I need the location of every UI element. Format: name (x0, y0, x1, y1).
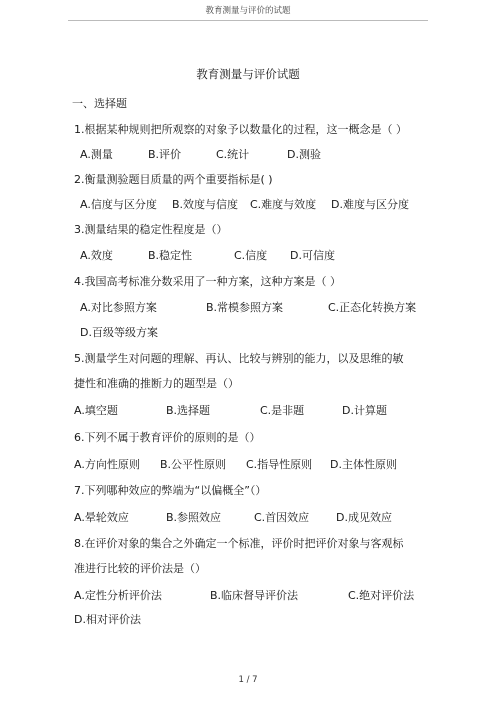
option-d: D.成见效应 (336, 511, 392, 524)
question-4-option-d: D.百级等级方案 (80, 326, 158, 339)
option-c: C.指导性原则 (246, 458, 313, 471)
option-b: B.评价 (148, 148, 182, 161)
option-b: B.参照效应 (166, 511, 222, 524)
option-c: C.难度与效度 (250, 198, 317, 211)
option-c: C.绝对评价法 (348, 589, 415, 602)
option-b: B.选择题 (166, 404, 211, 417)
option-a: A.对比参照方案 (80, 301, 157, 314)
page-header: 教育测量与评价的试题 (205, 6, 291, 16)
option-a: A.填空题 (74, 404, 118, 417)
option-c: C.是非题 (260, 404, 305, 417)
section-heading: 一、选择题 (72, 97, 127, 110)
option-a: A.测量 (80, 148, 113, 161)
page-number: 1 / 7 (238, 675, 258, 685)
question-8-stem-line-1: 8.在评价对象的集合之外确定一个标准，评价时把评价对象与客观标 (74, 537, 404, 550)
option-b: B.效度与信度 (172, 198, 239, 211)
option-a: A.方向性原则 (74, 458, 140, 471)
option-c: C.首因效应 (254, 511, 310, 524)
document-title: 教育测量与评价试题 (196, 67, 300, 81)
option-d: D.难度与区分度 (331, 198, 409, 211)
option-b: B.常模参照方案 (206, 301, 284, 314)
question-3-stem: 3.测量结果的稳定性程度是（） (74, 223, 228, 236)
question-7-stem: 7.下列哪种效应的弊端为“以偏概全”（） (74, 484, 267, 497)
question-8-stem-line-2: 准进行比较的评价法是（） (74, 562, 206, 575)
option-b: B.公平性原则 (160, 458, 227, 471)
option-a: A.信度与区分度 (80, 198, 157, 211)
option-d: D.主体性原则 (330, 458, 397, 471)
option-c: C.统计 (216, 148, 250, 161)
question-5-stem-line-1: 5.测量学生对问题的理解、再认、比较与辨别的能力，以及思维的敏 (74, 352, 404, 365)
option-a: A.效度 (80, 249, 113, 262)
question-2-stem: 2.衡量测验题目质量的两个重要指标是( ) (74, 173, 273, 186)
question-6-stem: 6.下列不属于教育评价的原则的是（） (74, 431, 261, 444)
question-4-stem: 4.我国高考标准分数采用了一种方案，这种方案是（ ） (74, 275, 341, 288)
question-1-stem: 1.根据某种规则把所观察的对象予以数量化的过程，这一概念是（ ） (74, 123, 407, 136)
option-d: D.测验 (287, 148, 321, 161)
option-d: D.计算题 (342, 404, 387, 417)
option-a: A.定性分析评价法 (74, 589, 162, 602)
option-c: C.信度 (234, 249, 268, 262)
option-b: B.稳定性 (148, 249, 193, 262)
question-8-option-d: D.相对评价法 (74, 613, 141, 626)
option-b: B.临床督导评价法 (210, 589, 299, 602)
option-a: A.晕轮效应 (74, 511, 129, 524)
option-d: D.可信度 (290, 249, 335, 262)
header-rule (68, 20, 428, 21)
option-c: C.正态化转换方案 (328, 301, 417, 314)
question-5-stem-line-2: 捷性和准确的推断力的题型是（） (74, 377, 239, 390)
